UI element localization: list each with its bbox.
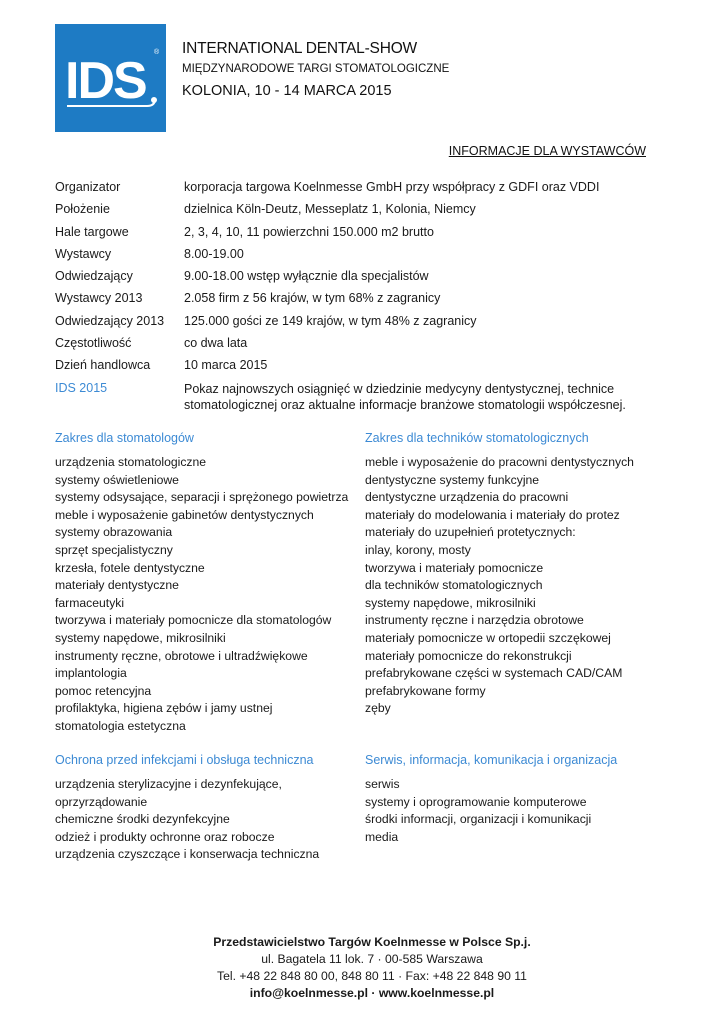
list-item: krzesła, fotele dentystyczne bbox=[55, 560, 205, 575]
list-item: systemy odsysające, separacji i sprężonego powietrza bbox=[55, 490, 349, 505]
event-subtitle: MIĘDZYNARODOWE TARGI STOMATOLOGICZNE bbox=[182, 63, 450, 75]
fact-row bbox=[55, 180, 675, 195]
fact-row bbox=[55, 314, 675, 329]
list-item: meble i wyposażenie gabinetów dentystycznych bbox=[55, 507, 314, 522]
technicians-scope-title: Zakres dla techników stomatologicznych bbox=[365, 431, 589, 445]
list-item: materiały pomocnicze w ortopedii szczękowej bbox=[365, 630, 611, 645]
list-item: urządzenia czyszczące i konserwacja techniczna bbox=[55, 847, 320, 862]
list-item: profilaktyka, higiena zębów i jamy ustnej bbox=[55, 701, 273, 716]
event-location-date: KOLONIA, 10 - 14 MARCA 2015 bbox=[182, 83, 392, 99]
list-item: systemy napędowe, mikrosilniki bbox=[365, 595, 536, 610]
highlight-value bbox=[184, 381, 675, 413]
fact-value: korporacja targowa Koelnmesse GmbH przy współpracy z GDFI oraz VDDI bbox=[184, 180, 600, 194]
list-item: środki informacji, organizacji i komunikacji bbox=[365, 812, 592, 827]
list-item: inlay, korony, mosty bbox=[365, 542, 471, 557]
list-item: urządzenia stomatologiczne bbox=[55, 455, 207, 469]
fact-value: 10 marca 2015 bbox=[184, 358, 268, 373]
list-item: implantologia bbox=[55, 666, 127, 681]
fact-label: Organizator bbox=[55, 180, 121, 194]
list-item: zęby bbox=[365, 701, 391, 716]
event-title: INTERNATIONAL DENTAL-SHOW bbox=[182, 40, 417, 57]
list-item: odzież i produkty ochronne oraz robocze bbox=[55, 829, 275, 844]
footer-email-website[interactable]: info@koelnmesse.pl · www.koelnmesse.pl bbox=[249, 986, 495, 1000]
list-item: farmaceutyki bbox=[55, 595, 125, 610]
fact-label: Wystawcy 2013 bbox=[55, 291, 143, 306]
list-item: media bbox=[365, 829, 399, 844]
fact-value: dzielnica Köln-Deutz, Messeplatz 1, Kolonia, Niemcy bbox=[184, 202, 476, 217]
ids-logo-graphic bbox=[55, 24, 166, 132]
ids-logo bbox=[55, 24, 166, 132]
services-section bbox=[365, 752, 665, 846]
highlight-row bbox=[55, 381, 675, 413]
highlight-line-2: stomatologicznej oraz aktualne informacje branżowe stomatologii współczesnej. bbox=[184, 397, 626, 412]
list-item: dla techników stomatologicznych bbox=[365, 578, 543, 593]
footer-address: ul. Bagatela 11 lok. 7 · 00-585 Warszawa bbox=[261, 952, 483, 966]
fact-value: 125.000 gości ze 149 krajów, w tym 48% z zagranicy bbox=[184, 313, 477, 328]
fact-row bbox=[55, 358, 675, 373]
list-item: urządzenia sterylizacyjne i dezynfekujące, bbox=[55, 777, 282, 791]
logo-text: IDS bbox=[65, 52, 146, 110]
fact-label: Położenie bbox=[55, 202, 110, 217]
fact-label: Odwiedzający bbox=[55, 269, 133, 284]
list-item: systemy oświetleniowe bbox=[55, 472, 179, 487]
fact-value: 2.058 firm z 56 krajów, w tym 68% z zagranicy bbox=[184, 291, 441, 306]
infection-protection-title: Ochrona przed infekcjami i obsługa techniczna bbox=[55, 753, 314, 767]
list-item: materiały dentystyczne bbox=[55, 578, 179, 593]
list-item: oprzyrządowanie bbox=[55, 794, 148, 809]
list-item: stomatologia estetyczna bbox=[55, 718, 186, 733]
list-item: tworzywa i materiały pomocnicze dla stomatologów bbox=[55, 613, 332, 628]
footer-company: Przedstawicielstwo Targów Koelnmesse w Polsce Sp.j. bbox=[213, 935, 531, 949]
list-item: systemy i oprogramowanie komputerowe bbox=[365, 794, 587, 809]
technicians-scope-section bbox=[365, 430, 665, 718]
dentists-scope-list bbox=[55, 454, 355, 736]
fact-label: Wystawcy bbox=[55, 246, 112, 261]
list-item: instrumenty ręczne, obrotowe i ultradźwiękowe bbox=[55, 648, 308, 663]
list-item: systemy napędowe, mikrosilniki bbox=[55, 630, 226, 645]
fact-row bbox=[55, 247, 675, 262]
fact-row bbox=[55, 225, 675, 240]
fact-label: Hale targowe bbox=[55, 224, 129, 239]
facts-table bbox=[55, 180, 675, 420]
infection-protection-list bbox=[55, 776, 355, 864]
section-title: INFORMACJE DLA WYSTAWCÓW bbox=[448, 144, 646, 158]
highlight-line-1: Pokaz najnowszych osiągnięć w dziedzinie medycyny dentystycznej, technice bbox=[184, 381, 615, 396]
dentists-scope-title: Zakres dla stomatologów bbox=[55, 431, 194, 445]
fact-value: 8.00-19.00 bbox=[184, 246, 244, 261]
list-item: serwis bbox=[365, 777, 400, 791]
footer-phone: Tel. +48 22 848 80 00, 848 80 11 · Fax: +48 22 848 90 11 bbox=[217, 969, 527, 983]
infection-protection-section bbox=[55, 752, 355, 864]
technicians-scope-list bbox=[365, 454, 665, 718]
dentists-scope-section bbox=[55, 430, 355, 736]
fact-value: 9.00-18.00 wstęp wyłącznie dla specjalistów bbox=[184, 269, 429, 284]
event-header bbox=[182, 40, 449, 100]
fact-value: co dwa lata bbox=[184, 336, 248, 351]
fact-label: Częstotliwość bbox=[55, 336, 132, 351]
fact-label: Odwiedzający 2013 bbox=[55, 313, 165, 328]
services-title: Serwis, informacja, komunikacja i organizacja bbox=[365, 753, 618, 767]
list-item: pomoc retencyjna bbox=[55, 683, 152, 698]
list-item: dentystyczne systemy funkcyjne bbox=[365, 472, 540, 487]
list-item: prefabrykowane części w systemach CAD/CAM bbox=[365, 666, 623, 681]
fact-row bbox=[55, 202, 675, 217]
footer-contact bbox=[0, 934, 724, 1002]
list-item: prefabrykowane formy bbox=[365, 683, 486, 698]
list-item: dentystyczne urządzenia do pracowni bbox=[365, 490, 569, 505]
list-item: materiały pomocnicze do rekonstrukcji bbox=[365, 648, 572, 663]
fact-value: 2, 3, 4, 10, 11 powierzchni 150.000 m2 brutto bbox=[184, 224, 434, 239]
highlight-label: IDS 2015 bbox=[55, 380, 108, 395]
fact-label: Dzień handlowca bbox=[55, 358, 151, 373]
list-item: materiały do uzupełnień protetycznych: bbox=[365, 525, 576, 540]
list-item: chemiczne środki dezynfekcyjne bbox=[55, 812, 230, 827]
services-list bbox=[365, 776, 665, 846]
list-item: meble i wyposażenie do pracowni dentystycznych bbox=[365, 455, 634, 469]
fact-row bbox=[55, 336, 675, 351]
fact-row bbox=[55, 269, 675, 284]
svg-text:®: ® bbox=[154, 49, 160, 56]
list-item: sprzęt specjalistyczny bbox=[55, 542, 173, 557]
list-item: tworzywa i materiały pomocnicze bbox=[365, 560, 544, 575]
fact-row bbox=[55, 291, 675, 306]
list-item: instrumenty ręczne i narzędzia obrotowe bbox=[365, 613, 584, 628]
list-item: systemy obrazowania bbox=[55, 525, 173, 540]
list-item: materiały do modelowania i materiały do protez bbox=[365, 507, 620, 522]
